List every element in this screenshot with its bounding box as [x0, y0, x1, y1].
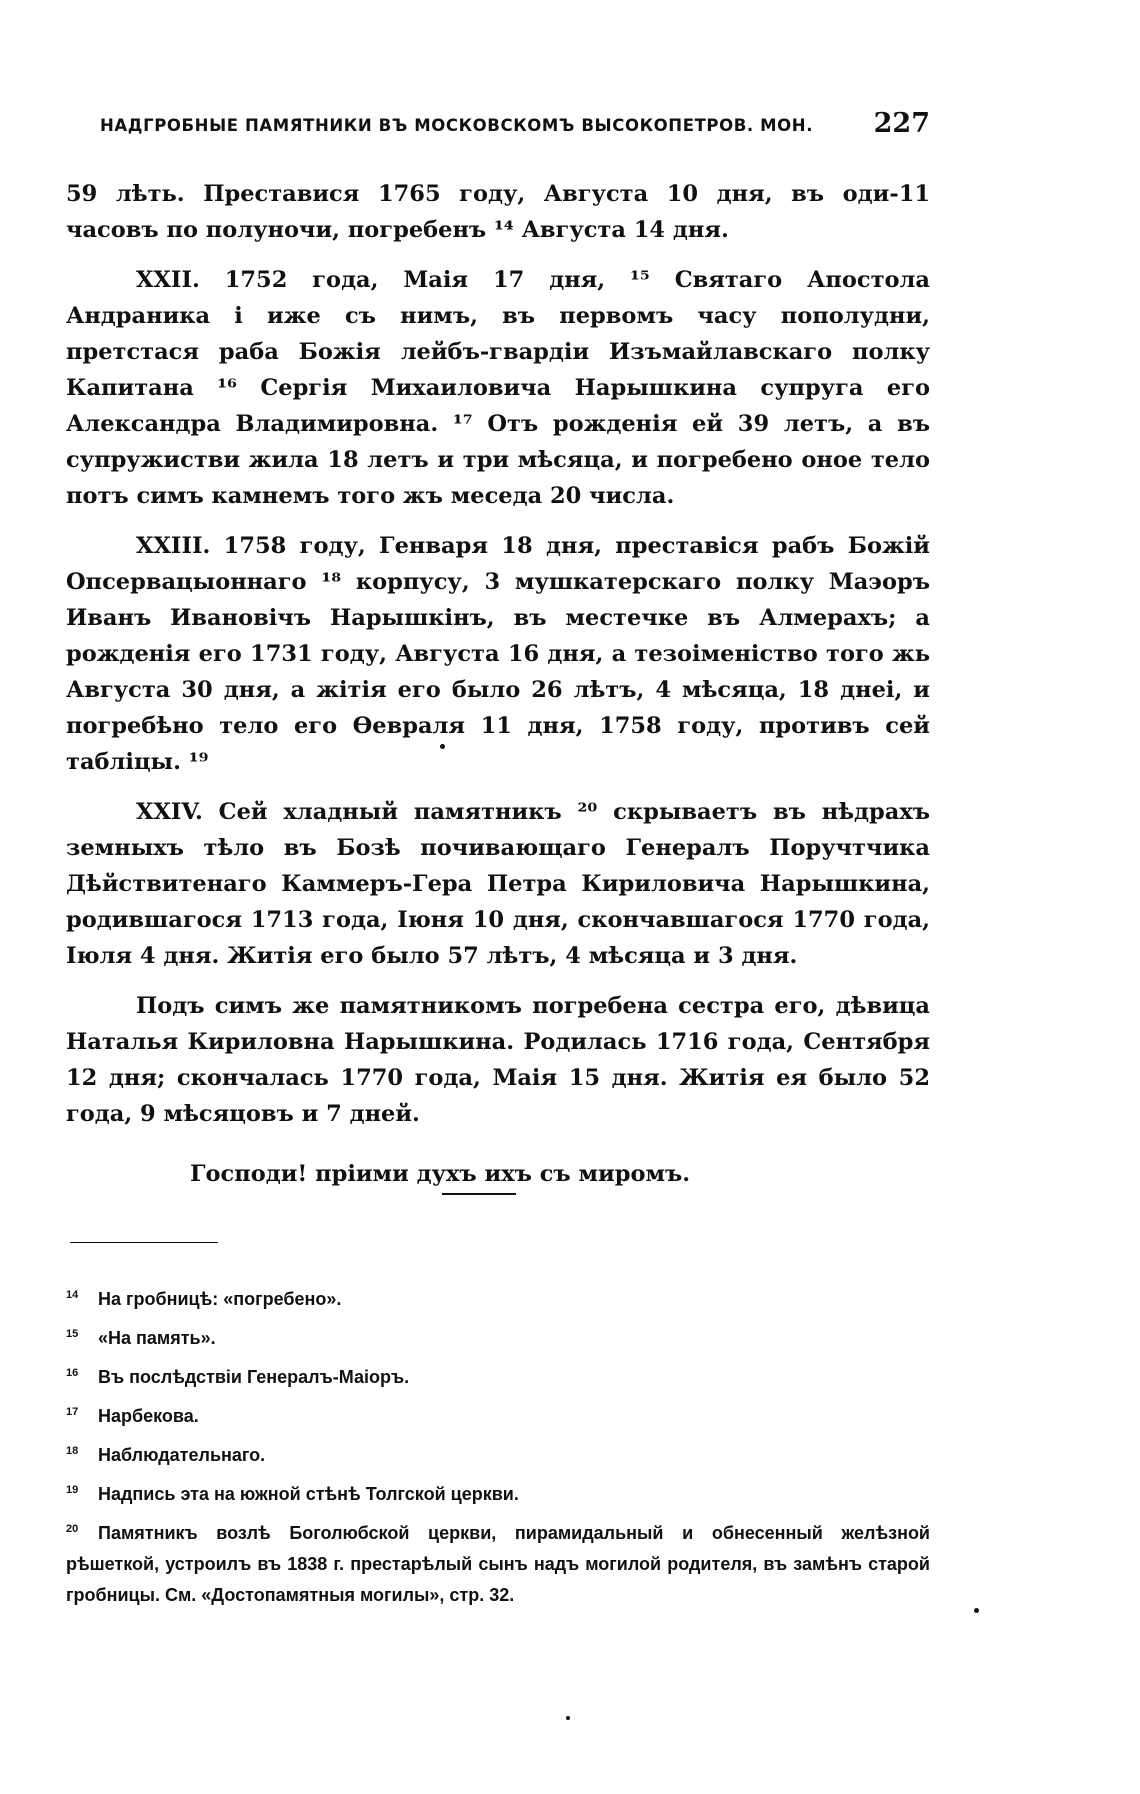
paragraph-continuation: 59 лѣть. Преставися 1765 году, Августа 10 дня, въ оди-11 часовъ по полуночи, погребенъ ¹⁴ Августа 14 дня. — [66, 181, 930, 243]
footnote-text: Памятникъ возлѣ Боголюбской церкви, пирамидальный и обнесенный желѣзной рѣшеткой, устроилъ въ 1838 г. престарѣлый сынъ надъ могилой родителя, въ замѣнъ старой гробницы. См. «Достопамятныя могилы», стр. 32. — [66, 1523, 930, 1605]
main-text — [66, 176, 930, 1206]
paragraph-sister: Подъ симъ же памятникомъ погребена сестра его, дѣвица Наталья Кириловна Нарышкина. Родилась 1716 года, Сентября 12 дня; скончалась 1770 года, Маія 15 дня. Житія ея было 52 года, 9 мѣсяцовъ и 7 дней. — [66, 993, 930, 1127]
footnote-number: 20 — [66, 1523, 79, 1535]
running-header — [100, 108, 930, 148]
footnote — [66, 1358, 930, 1393]
section-divider — [442, 1193, 516, 1195]
page-number: 227 — [873, 108, 930, 139]
footnote — [66, 1397, 930, 1432]
footnote-number: 17 — [66, 1406, 79, 1418]
paragraph-xxii: XXII. 1752 года, Маія 17 дня, ¹⁵ Святаго Апостола Андраника і иже съ нимъ, въ первомъ часу пополудни, претстася раба Божія лейбъ-гвардіи Изъмайлавскаго полку Капитана ¹⁶ Сергія Михаиловича Нарышкина супруга его Александра Владимировна. ¹⁷ Отъ рожденія ей 39 летъ, а въ супружистви жила 18 летъ и три мѣсяца, и погребено оное тело потъ симъ камнемъ того жъ меседа 20 числа. — [66, 267, 930, 509]
footnote — [66, 1319, 930, 1354]
footnote-number: 18 — [66, 1445, 79, 1457]
footnote-text: На гробницѣ: «погребено». — [98, 1289, 342, 1309]
footnote-number: 15 — [66, 1328, 79, 1340]
footnote-number: 16 — [66, 1367, 79, 1379]
paragraph-xxiv: XXIV. Сей хладный памятникъ ²⁰ скрываетъ въ нѣдрахъ земныхъ тѣло въ Бозѣ почивающаго Генералъ Поручтчика Дѣйствитенаго Каммеръ-Гера Петра Кириловича Нарышкина, родившагося 1713 года, Іюня 10 дня, скончавшагося 1770 года, Іюля 4 дня. Житія его было 57 лѣтъ, 4 мѣсяца и 3 дня. — [66, 799, 930, 969]
footnote-text: Надпись эта на южной стѣнѣ Толгской церкви. — [98, 1484, 519, 1504]
footnote-number: 19 — [66, 1484, 79, 1496]
running-header-title: НАДГРОБНЫЕ ПАМЯТНИКИ ВЪ МОСКОВСКОМЪ ВЫСОКОПЕТРОВ. МОН. — [100, 116, 814, 135]
footnotes — [66, 1280, 930, 1615]
ink-speck — [566, 1716, 570, 1720]
footnote-text: Нарбекова. — [98, 1406, 199, 1426]
ink-speck — [440, 744, 445, 749]
footnote — [66, 1436, 930, 1471]
footnote-text: Наблюдательнаго. — [98, 1445, 266, 1465]
footnote-number: 14 — [66, 1289, 79, 1301]
closing-prayer: Господи! пріими духъ ихъ съ миромъ. — [190, 1161, 691, 1187]
footnote — [66, 1280, 930, 1315]
paragraph-xxiii: XXIII. 1758 году, Генваря 18 дня, преставіся рабъ Божій Опсервацыоннаго ¹⁸ корпусу, 3 мушкатерскаго полку Маэоръ Иванъ Ивановічъ Нарышкінъ, въ местечке въ Алмерахъ; а рожденія его 1731 году, Августа 16 дня, а тезоіменіство того жь Августа 30 дня, а жітія его было 26 лѣтъ, 4 мѣсяца, 18 днеі, и погребѣно тело его Өевраля 11 дня, 1758 году, противъ сей таблiцы. ¹⁹ — [66, 533, 930, 775]
footnote-separator — [70, 1242, 218, 1243]
footnote-text: «На память». — [98, 1328, 216, 1348]
footnote-text: Въ послѣдствіи Генералъ-Маіоръ. — [98, 1367, 410, 1387]
footnote — [66, 1475, 930, 1510]
ink-speck — [974, 1608, 979, 1613]
footnote — [66, 1514, 930, 1611]
